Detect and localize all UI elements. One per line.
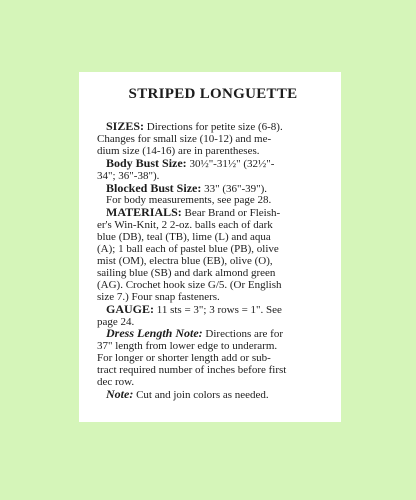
dress-length-line-5: dec row. bbox=[97, 376, 135, 389]
materials-line-5: mist (OM), electra blue (EB), olive (O), bbox=[97, 254, 273, 267]
gauge-label: GAUGE: bbox=[106, 301, 154, 316]
materials-line-3: blue (DB), teal (TB), lime (L) and aqua bbox=[97, 231, 271, 244]
dress-length-line-3: For longer or shorter length add or sub- bbox=[97, 352, 271, 365]
materials-label: MATERIALS: bbox=[106, 205, 182, 220]
body-measurements-note: For body measurements, see page 28. bbox=[106, 194, 272, 207]
materials-line-4: (A); 1 ball each of pastel blue (PB), olive bbox=[97, 243, 279, 256]
note-label: Note: bbox=[106, 386, 134, 401]
materials-line-1: MATERIALS: Bear Brand or Fleish- bbox=[106, 205, 281, 220]
note-line: Note: Cut and join colors as needed. bbox=[106, 386, 269, 401]
dress-length-label: Dress Length Note: bbox=[106, 326, 203, 341]
dress-length-line-2: 37" length from lower edge to underarm. bbox=[97, 340, 278, 353]
sizes-line-2: Changes for small size (10-12) and me- bbox=[97, 132, 272, 145]
gauge-cont: page 24. bbox=[97, 315, 135, 328]
dress-length-line-4: tract required number of inches before first bbox=[97, 364, 287, 377]
gauge-line: GAUGE: 11 sts = 3"; 3 rows = 1". See bbox=[106, 301, 282, 316]
pattern-instructions bbox=[97, 121, 329, 402]
pattern-title: STRIPED LONGUETTE bbox=[128, 86, 298, 102]
body-bust-line: Body Bust Size: 30½"-31½" (32½"- bbox=[106, 155, 275, 170]
blocked-bust-label: Blocked Bust Size: bbox=[106, 180, 202, 195]
sizes-line-3: dium size (14-16) are in parentheses. bbox=[97, 144, 260, 157]
sizes-label: SIZES: bbox=[106, 119, 145, 133]
sizes-line-1: SIZES: Directions for petite size (6-8). bbox=[106, 119, 283, 133]
materials-line-8: size 7.) Four snap fasteners. bbox=[97, 290, 220, 303]
dress-length-line-1: Dress Length Note: Directions are for bbox=[106, 326, 283, 341]
materials-line-6: sailing blue (SB) and dark almond green bbox=[97, 266, 276, 279]
materials-line-7: (AG). Crochet hook size G/5. (Or English bbox=[97, 278, 282, 291]
blocked-bust-line: Blocked Bust Size: 33" (36"-39"). bbox=[106, 180, 268, 195]
body-bust-label: Body Bust Size: bbox=[106, 155, 187, 170]
body-bust-cont: 34"; 36"-38"). bbox=[97, 169, 160, 182]
pattern-card bbox=[79, 72, 341, 422]
materials-line-2: er's Win-Knit, 2 2-oz. balls each of dark bbox=[97, 219, 273, 232]
